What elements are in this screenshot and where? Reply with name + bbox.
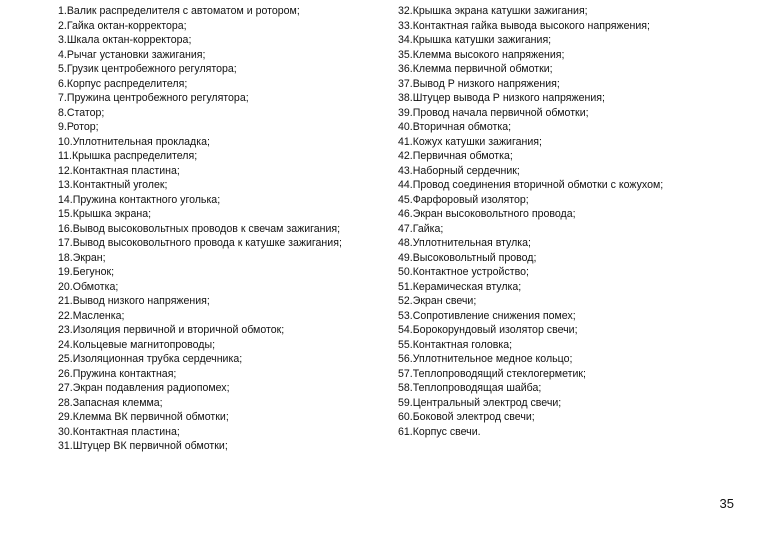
legend-item-10: 10.Уплотнительная прокладка; — [58, 135, 210, 148]
legend-item-23: 23.Изоляция первичной и вторичной обмоток; — [58, 324, 285, 336]
legend-item-19: 19.Бегунок; — [58, 266, 115, 278]
legend-item-37: 37.Вывод Р низкого напряжения; — [398, 77, 560, 90]
legend-item-25: 25.Изоляционная трубка сердечника; — [58, 353, 243, 365]
legend-item-31: 31.Штуцер ВК первичной обмотки; — [58, 440, 228, 452]
legend-item-32: 32.Крышка экрана катушки зажигания; — [398, 5, 588, 17]
legend-item-50: 50.Контактное устройство; — [398, 266, 529, 278]
legend-item-7: 7.Пружина центробежного регулятора; — [58, 92, 249, 104]
legend-item-9: 9.Ротор; — [58, 121, 99, 133]
legend-item-4: 4.Рычаг установки зажигания; — [58, 48, 206, 61]
legend-item-40: 40.Вторичная обмотка; — [398, 121, 512, 133]
legend-item-36: 36.Клемма первичной обмотки; — [398, 63, 553, 75]
legend-item-35: 35.Клемма высокого напряжения; — [398, 48, 565, 61]
legend-item-44: 44.Провод соединения вторичной обмотки с кожухом; — [398, 179, 664, 191]
legend-item-24: 24.Кольцевые магнитопроводы; — [58, 338, 216, 351]
legend-item-27: 27.Экран подавления радиопомех; — [58, 382, 230, 394]
legend-item-53: 53.Сопротивление снижения помех; — [398, 309, 576, 322]
legend-item-43: 43.Наборный сердечник; — [398, 164, 520, 177]
legend-item-49: 49.Высоковольтный провод; — [398, 251, 537, 264]
legend-item-29: 29.Клемма ВК первичной обмотки; — [58, 411, 229, 423]
legend-item-46: 46.Экран высоковольтного провода; — [398, 208, 576, 220]
legend-item-33: 33.Контактная гайка вывода высокого напряжения; — [398, 19, 650, 32]
legend-item-28: 28.Запасная клемма; — [58, 396, 163, 409]
legend-item-57: 57.Теплопроводящий стеклогерметик; — [398, 367, 586, 380]
legend-item-30: 30.Контактная пластина; — [58, 425, 180, 438]
legend-item-22: 22.Масленка; — [58, 309, 125, 322]
legend-item-11: 11.Крышка распределителя; — [58, 150, 198, 162]
legend-item-8: 8.Статор; — [58, 106, 105, 119]
legend-item-52: 52.Экран свечи; — [398, 295, 477, 307]
legend-item-39: 39.Провод начала первичной обмотки; — [398, 106, 589, 119]
legend-item-60: 60.Боковой электрод свечи; — [398, 411, 535, 423]
legend-item-42: 42.Первичная обмотка; — [398, 150, 513, 162]
legend-item-48: 48.Уплотнительная втулка; — [398, 237, 532, 249]
legend-item-41: 41.Кожух катушки зажигания; — [398, 135, 542, 148]
legend-item-2: 2.Гайка октан-корректора; — [58, 19, 187, 32]
legend-item-21: 21.Вывод низкого напряжения; — [58, 295, 210, 307]
legend-item-16: 16.Вывод высоковольтных проводов к свечам зажигания; — [58, 222, 341, 235]
legend-item-38: 38.Штуцер вывода Р низкого напряжения; — [398, 92, 605, 104]
legend-item-34: 34.Крышка катушки зажигания; — [398, 34, 552, 46]
legend-item-59: 59.Центральный электрод свечи; — [398, 396, 562, 409]
legend-left-column — [58, 4, 388, 454]
page-number: 35 — [719, 496, 734, 511]
legend-item-45: 45.Фарфоровый изолятор; — [398, 193, 529, 206]
legend-item-6: 6.Корпус распределителя; — [58, 77, 188, 90]
legend-item-61: 61.Корпус свечи. — [398, 425, 481, 438]
legend-item-17: 17.Вывод высоковольтного провода к катушке зажигания; — [58, 237, 342, 249]
legend-item-13: 13.Контактный уголек; — [58, 179, 168, 191]
legend-item-15: 15.Крышка экрана; — [58, 208, 152, 220]
legend-right-column — [398, 4, 738, 439]
legend-item-3: 3.Шкала октан-корректора; — [58, 34, 192, 46]
legend-item-12: 12.Контактная пластина; — [58, 164, 180, 177]
legend-item-51: 51.Керамическая втулка; — [398, 280, 522, 293]
legend-item-58: 58.Теплопроводящая шайба; — [398, 382, 542, 394]
legend-item-18: 18.Экран; — [58, 251, 106, 264]
legend-item-14: 14.Пружина контактного уголька; — [58, 193, 221, 206]
legend-item-1: 1.Валик распределителя с автоматом и ротором; — [58, 5, 300, 17]
legend-item-56: 56.Уплотнительное медное кольцо; — [398, 353, 573, 365]
legend-item-5: 5.Грузик центробежного регулятора; — [58, 63, 237, 75]
legend-item-26: 26.Пружина контактная; — [58, 367, 177, 380]
legend-item-55: 55.Контактная головка; — [398, 338, 513, 351]
legend-item-20: 20.Обмотка; — [58, 280, 119, 293]
legend-item-47: 47.Гайка; — [398, 222, 444, 235]
legend-item-54: 54.Борокорундовый изолятор свечи; — [398, 324, 578, 336]
